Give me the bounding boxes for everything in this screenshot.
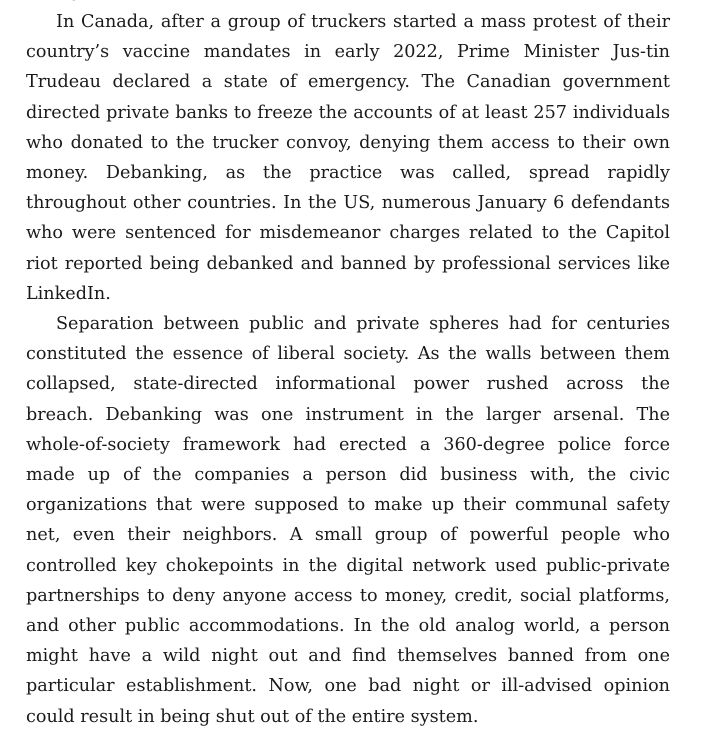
cut-off-line-fragment — [62, 0, 282, 2]
paragraph-canada-debanking: In Canada, after a group of truckers started a mass protest of their country’s vaccine mandates in early 2022, Prime Minister Jus-tin Trudeau declared a state of emergency. The Canadian government directed private banks to freeze the accounts of at least 257 individuals who donated to the trucker convoy, denying them access to their own money. Debanking, as the practice was called, spread rapidly throughout other countries. In the US, numerous January 6 defendants who were sentenced for misdemeanor charges related to the Capitol riot reported being debanked and banned by professional services like LinkedIn. — [26, 12, 670, 304]
paragraph-public-private-spheres: Separation between public and private spheres had for centuries constituted the essence of liberal society. As the walls between them collapsed, state-directed informational power rushed across the breach. Debanking was one instrument in the larger arsenal. The whole-of-society framework had erected a 360-degree police force made up of the companies a person did business with, the civic organizations that were supposed to make up their communal safety net, even their neighbors. A small group of powerful people who controlled key chokepoints in the digital network used public-private partnerships to deny anyone access to money, credit, social platforms, and other public accommodations. In the old analog world, a person might have a wild night out and find themselves banned from one particular establishment. Now, one bad night or ill-advised opinion could result in being shut out of the entire system. — [26, 314, 670, 727]
body-text — [26, 7, 670, 732]
